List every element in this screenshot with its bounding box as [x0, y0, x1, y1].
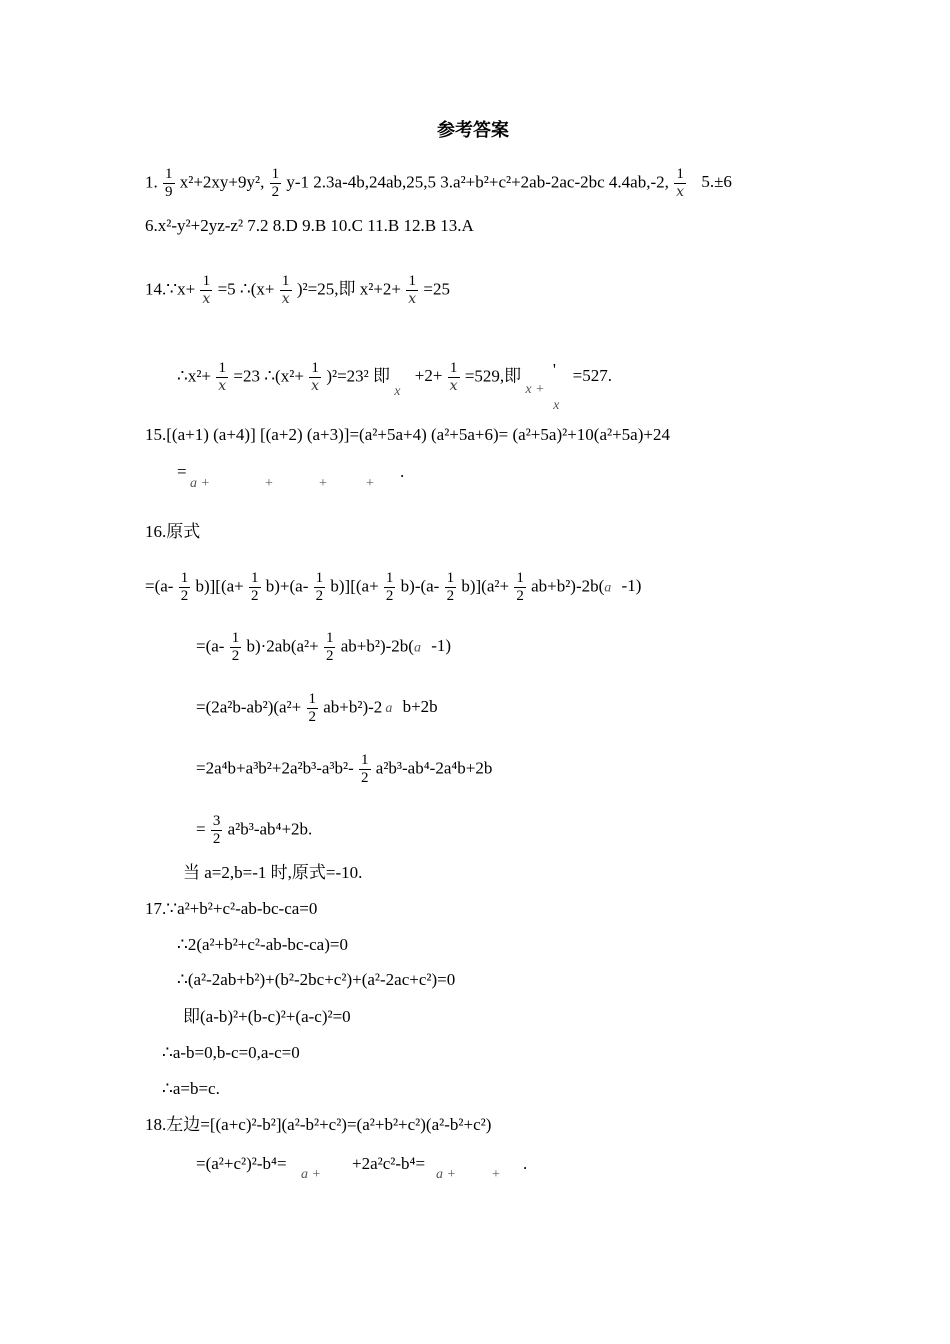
answer-text: 14.∵x+	[145, 279, 196, 299]
fraction: $\frac{1}{2}$	[251, 570, 259, 604]
fraction: $\frac{1}{2}$	[180, 570, 189, 604]
answer-text: =527.	[572, 366, 612, 386]
fraction: $\frac{3}{2}$	[212, 813, 221, 847]
answer-text: -1)	[426, 636, 452, 656]
fraction: $\frac{1}{x}$	[202, 273, 211, 307]
placeholder-mark: x	[394, 384, 401, 400]
fraction: $\frac{1}{2}$	[308, 691, 316, 725]
answer-line-18: 18.左边=[(a+c)²-b²](a²-b²+c²)=(a²+b²+c²)(a²-b²+c²)	[145, 1115, 492, 1134]
answer-text: b)-(a-	[400, 576, 440, 596]
answer-text: +2+	[414, 366, 443, 386]
answer-line-15: 15.[(a+1) (a+4)] [(a+2) (a+3)]=(a²+5a+4) (a²+5a+6)= (a²+5a)²+10(a²+5a)+24	[145, 425, 670, 444]
answer-line-17f: ∴a=b=c.	[162, 1079, 220, 1098]
answer-text: =25	[423, 279, 450, 299]
fraction: $\frac{1}{x}$	[449, 360, 458, 394]
answer-text: =2a⁴b+a³b²+2a²b³-a³b²-	[196, 758, 354, 778]
answer-text: =(a-	[145, 576, 174, 596]
answer-line-16b	[145, 570, 641, 605]
fraction: $\frac{1}{2}$	[271, 166, 280, 200]
answer-line-16c	[196, 630, 451, 665]
answer-line-16g: 当 a=2,b=-1 时,原式=-10.	[183, 863, 363, 882]
fraction: $\frac{1}{2}$	[385, 570, 394, 604]
answer-line-14	[145, 273, 450, 308]
fraction: $\frac{1}{x}$	[218, 360, 227, 394]
answer-text: a²b³-ab⁴+2b.	[227, 819, 313, 839]
answer-text: =5 ∴(x+	[217, 279, 275, 299]
fraction: $\frac{1}{x}$	[311, 360, 320, 394]
answer-text: )²=25,即 x²+2+	[296, 279, 401, 299]
answer-text: =(a²+c²)²-b⁴=	[196, 1154, 287, 1173]
answer-line-17e: ∴a-b=0,b-c=0,a-c=0	[162, 1043, 300, 1062]
fraction: $\frac{1}{2}$	[315, 570, 324, 604]
fraction: $\frac{1}{2}$	[361, 752, 369, 786]
answer-text: =	[196, 819, 206, 839]
answer-text: =23 ∴(x²+	[233, 366, 304, 386]
answer-text: b+2b	[398, 697, 438, 717]
answer-text: y-1 2.3a-4b,24ab,25,5 3.a²+b²+c²+2ab-2ac-2bc 4.4ab,-2,	[286, 172, 669, 192]
answer-text: +2a²c²-b⁴=	[352, 1154, 426, 1173]
answer-text: =529,即	[464, 366, 522, 386]
answer-text: =(2a²b-ab²)(a²+	[196, 697, 302, 717]
answer-line-16: 16.原式	[145, 522, 201, 541]
answer-text: =	[177, 462, 187, 481]
answer-text: 1.	[145, 172, 158, 192]
page-title: 参考答案	[437, 120, 509, 140]
answer-line-2: 6.x²-y²+2yz-z² 7.2 8.D 9.B 10.C 11.B 12.B 13.A	[145, 216, 474, 235]
answer-text: b)+(a-	[265, 576, 309, 596]
placeholder-mark: a +	[301, 1167, 321, 1182]
answer-text: .	[400, 462, 405, 481]
fraction: $\frac{1}{2}$	[231, 630, 240, 664]
fraction: $\frac{1}{x}$	[676, 166, 685, 200]
placeholder-mark: a	[413, 640, 421, 656]
answer-line-16e	[196, 752, 492, 787]
answer-line-14b	[177, 360, 612, 414]
answer-line-17b: ∴2(a²+b²+c²-ab-bc-ca)=0	[177, 935, 348, 954]
placeholder-mark: x +	[525, 382, 545, 398]
answer-text: 5.±6	[701, 172, 732, 192]
placeholder-mark: +	[366, 476, 374, 491]
placeholder-mark: a +	[190, 476, 210, 491]
answer-text: =(a-	[196, 636, 225, 656]
fraction: $\frac{1}{x}$	[408, 273, 417, 307]
placeholder-mark: +	[265, 476, 273, 491]
answer-text: a²b³-ab⁴-2a⁴b+2b	[375, 758, 493, 778]
answer-line-16f	[196, 813, 312, 848]
answer-text: ab+b²)-2	[323, 697, 383, 717]
fraction: $\frac{1}{2}$	[516, 570, 524, 604]
answer-text: b)][(a+	[330, 576, 379, 596]
answer-line-17d: 即(a-b)²+(b-c)²+(a-c)²=0	[183, 1007, 351, 1026]
answer-line-17: 17.∵a²+b²+c²-ab-bc-ca=0	[145, 899, 318, 918]
answer-line-17c: ∴(a²-2ab+b²)+(b²-2bc+c²)+(a²-2ac+c²)=0	[177, 970, 456, 989]
placeholder-mark: +	[319, 476, 327, 491]
answer-text: b)](a²+	[461, 576, 510, 596]
answer-line-16d	[196, 691, 438, 726]
placeholder-mark: a	[385, 701, 393, 717]
answer-text: x²+2xy+9y²,	[179, 172, 265, 192]
answer-text: .	[523, 1154, 528, 1173]
fraction: $\frac{1}{2}$	[325, 630, 334, 664]
answer-text: )²=23² 即	[326, 366, 391, 386]
placeholder-mark: '	[552, 360, 556, 380]
placeholder-mark: x	[553, 398, 560, 414]
placeholder-mark: a	[604, 580, 612, 596]
fraction: $\frac{1}{x}$	[281, 273, 290, 307]
fraction: $\frac{1}{2}$	[446, 570, 455, 604]
placeholder-mark: +	[492, 1167, 500, 1182]
fraction: $\frac{1}{9}$	[165, 166, 173, 200]
answer-text: b)·2ab(a²+	[246, 636, 319, 656]
answer-text: -1)	[617, 576, 642, 596]
answer-text: ∴x²+	[177, 366, 211, 386]
answer-line-1	[145, 166, 732, 201]
answer-text: ab+b²)-2b(	[531, 576, 605, 596]
answer-text: b)][(a+	[195, 576, 244, 596]
placeholder-mark: a +	[436, 1167, 456, 1182]
answer-text: ab+b²)-2b(	[340, 636, 414, 656]
